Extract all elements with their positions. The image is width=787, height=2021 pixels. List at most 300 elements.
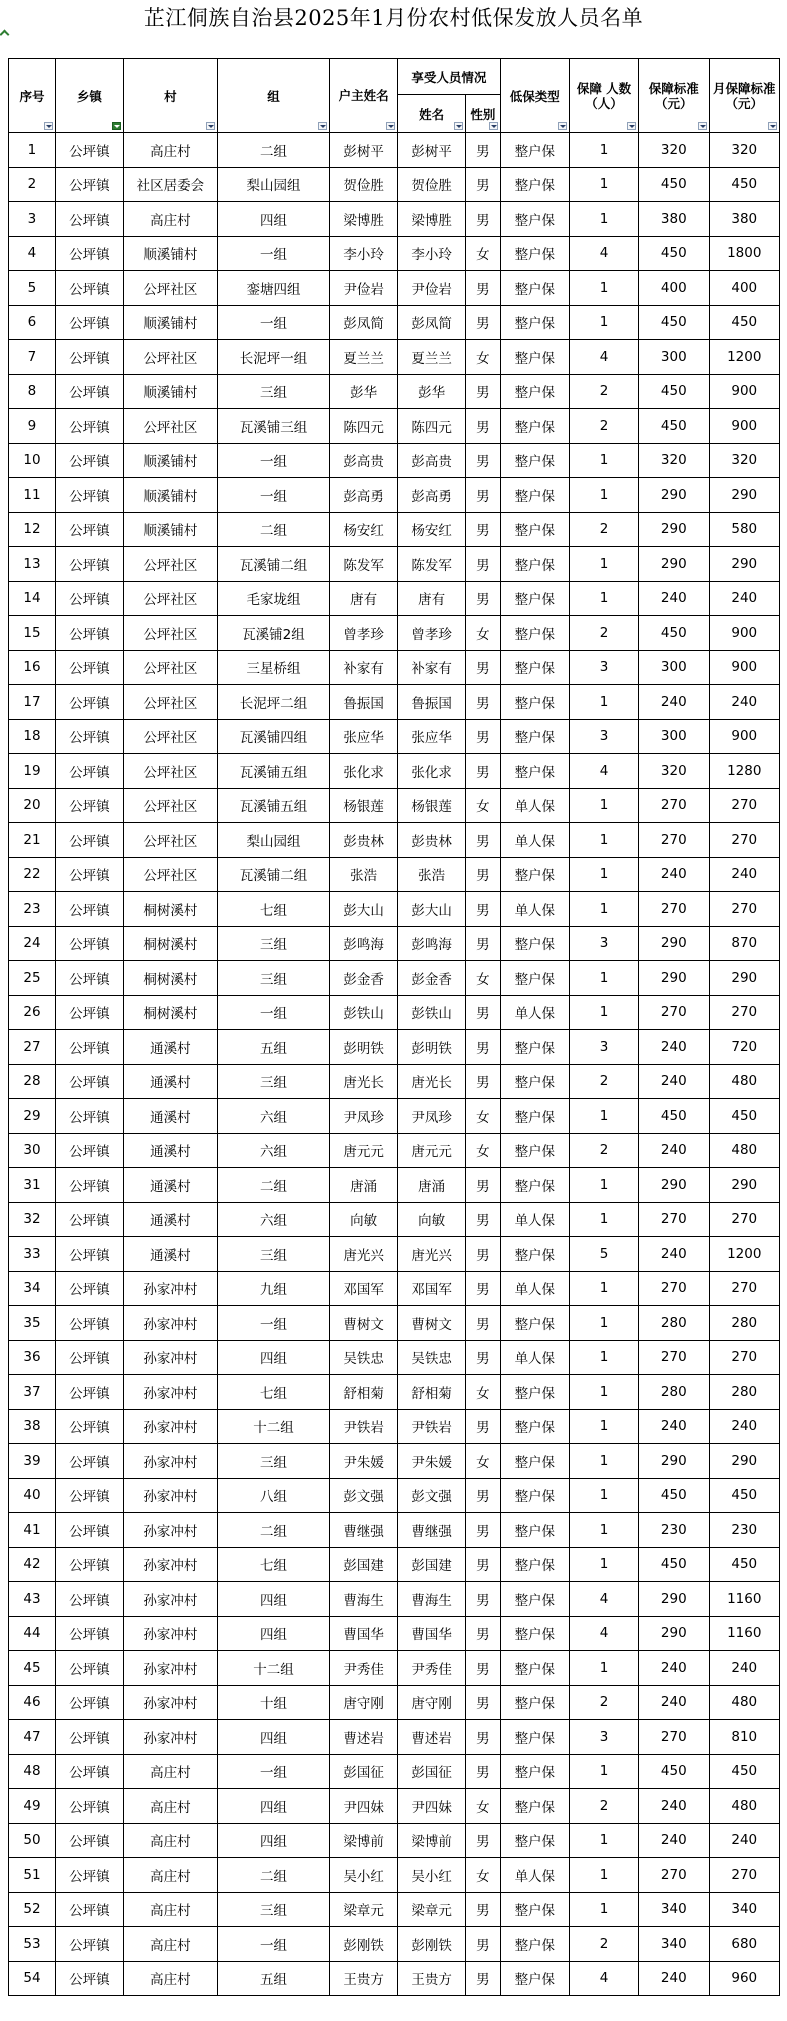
- cell-type: 整户保: [500, 1064, 569, 1099]
- cell-group: 七组: [217, 1375, 329, 1410]
- cell-gender: 男: [466, 1340, 501, 1375]
- cell-type: 整户保: [500, 1547, 569, 1582]
- table-row: [9, 685, 780, 720]
- cell-count: 1: [569, 1513, 638, 1548]
- cell-type: 整户保: [500, 961, 569, 996]
- cell-monthly: 290: [709, 547, 779, 582]
- cell-gender: 男: [466, 1616, 501, 1651]
- cell-gender: 女: [466, 616, 501, 651]
- cell-standard: 240: [639, 1030, 709, 1065]
- cell-gender: 男: [466, 1168, 501, 1203]
- cell-name: 彭树平: [398, 133, 466, 168]
- cell-seq: 30: [9, 1133, 56, 1168]
- cell-group: 长泥坪二组: [217, 685, 329, 720]
- cell-standard: 290: [639, 926, 709, 961]
- cell-householder: 尹铁岩: [330, 1409, 398, 1444]
- cell-group: 梨山园组: [217, 823, 329, 858]
- cell-standard: 290: [639, 1582, 709, 1617]
- cell-township: 公坪镇: [55, 1616, 123, 1651]
- table-row: [9, 167, 780, 202]
- table-row: [9, 305, 780, 340]
- cell-village: 高庄村: [123, 133, 217, 168]
- table-row: [9, 271, 780, 306]
- table-row: [9, 1547, 780, 1582]
- cell-group: 三组: [217, 926, 329, 961]
- cell-monthly: 1800: [709, 236, 779, 271]
- cell-householder: 彭刚铁: [330, 1927, 398, 1962]
- cell-count: 1: [569, 1892, 638, 1927]
- cell-householder: 彭高贵: [330, 443, 398, 478]
- cell-township: 公坪镇: [55, 1720, 123, 1755]
- cell-standard: 230: [639, 1513, 709, 1548]
- cell-seq: 12: [9, 512, 56, 547]
- cell-standard: 290: [639, 478, 709, 513]
- cell-township: 公坪镇: [55, 133, 123, 168]
- cell-township: 公坪镇: [55, 1099, 123, 1134]
- cell-householder: 邓国军: [330, 1271, 398, 1306]
- cell-gender: 男: [466, 1478, 501, 1513]
- cell-householder: 彭文强: [330, 1478, 398, 1513]
- cell-seq: 23: [9, 892, 56, 927]
- cell-name: 夏兰兰: [398, 340, 466, 375]
- cell-group: 四组: [217, 202, 329, 237]
- cell-count: 3: [569, 719, 638, 754]
- table-row: [9, 1720, 780, 1755]
- cell-standard: 240: [639, 1133, 709, 1168]
- cell-type: 整户保: [500, 443, 569, 478]
- cell-township: 公坪镇: [55, 1754, 123, 1789]
- filter-dropdown-icon[interactable]: [206, 122, 215, 130]
- table-row: [9, 995, 780, 1030]
- cell-group: 三组: [217, 1237, 329, 1272]
- cell-householder: 彭贵林: [330, 823, 398, 858]
- cell-householder: 曹国华: [330, 1616, 398, 1651]
- cell-gender: 男: [466, 650, 501, 685]
- cell-standard: 270: [639, 995, 709, 1030]
- table-row: [9, 1858, 780, 1893]
- filter-dropdown-icon[interactable]: [454, 122, 463, 130]
- cell-count: 1: [569, 1202, 638, 1237]
- cell-township: 公坪镇: [55, 754, 123, 789]
- cell-group: 一组: [217, 1754, 329, 1789]
- cell-gender: 男: [466, 995, 501, 1030]
- cell-name: 彭明铁: [398, 1030, 466, 1065]
- cell-name: 唐光长: [398, 1064, 466, 1099]
- cell-seq: 15: [9, 616, 56, 651]
- cell-seq: 54: [9, 1961, 56, 1996]
- cell-standard: 270: [639, 788, 709, 823]
- cell-township: 公坪镇: [55, 1858, 123, 1893]
- cell-township: 公坪镇: [55, 1375, 123, 1410]
- cell-monthly: 450: [709, 1099, 779, 1134]
- table-row: [9, 1961, 780, 1996]
- cell-village: 公坪社区: [123, 719, 217, 754]
- cell-group: 七组: [217, 892, 329, 927]
- cell-name: 邓国军: [398, 1271, 466, 1306]
- cell-type: 整户保: [500, 1375, 569, 1410]
- filter-dropdown-icon[interactable]: [627, 122, 636, 130]
- cell-gender: 男: [466, 1547, 501, 1582]
- cell-name: 彭铁山: [398, 995, 466, 1030]
- cell-seq: 21: [9, 823, 56, 858]
- cell-seq: 20: [9, 788, 56, 823]
- cell-gender: 男: [466, 857, 501, 892]
- cell-village: 通溪村: [123, 1099, 217, 1134]
- cell-township: 公坪镇: [55, 1961, 123, 1996]
- cell-householder: 陈发军: [330, 547, 398, 582]
- cell-village: 孙家冲村: [123, 1651, 217, 1686]
- cell-type: 整户保: [500, 1651, 569, 1686]
- cell-householder: 张应华: [330, 719, 398, 754]
- cell-count: 4: [569, 1582, 638, 1617]
- cell-township: 公坪镇: [55, 1478, 123, 1513]
- cell-type: 单人保: [500, 823, 569, 858]
- cell-village: 高庄村: [123, 1789, 217, 1824]
- cell-type: 整户保: [500, 1616, 569, 1651]
- cell-type: 整户保: [500, 581, 569, 616]
- cell-count: 4: [569, 1961, 638, 1996]
- table-row: [9, 1099, 780, 1134]
- table-row: [9, 1375, 780, 1410]
- cell-group: 一组: [217, 995, 329, 1030]
- cell-group: 瓦溪铺五组: [217, 754, 329, 789]
- cell-township: 公坪镇: [55, 443, 123, 478]
- table-row: [9, 1168, 780, 1203]
- table-row: [9, 443, 780, 478]
- cell-village: 孙家冲村: [123, 1547, 217, 1582]
- cell-householder: 张化求: [330, 754, 398, 789]
- cell-monthly: 270: [709, 823, 779, 858]
- cell-type: 整户保: [500, 1582, 569, 1617]
- cell-gender: 女: [466, 1858, 501, 1893]
- cell-count: 2: [569, 512, 638, 547]
- cell-count: 1: [569, 1444, 638, 1479]
- table-row: [9, 1892, 780, 1927]
- cell-type: 单人保: [500, 995, 569, 1030]
- cell-count: 3: [569, 650, 638, 685]
- cell-count: 1: [569, 478, 638, 513]
- cell-name: 尹朱媛: [398, 1444, 466, 1479]
- cell-type: 整户保: [500, 1823, 569, 1858]
- cell-count: 2: [569, 1064, 638, 1099]
- cell-township: 公坪镇: [55, 1133, 123, 1168]
- cell-count: 2: [569, 1133, 638, 1168]
- cell-type: 整户保: [500, 1168, 569, 1203]
- cell-gender: 男: [466, 926, 501, 961]
- table-row: [9, 788, 780, 823]
- table-row: [9, 1306, 780, 1341]
- cell-householder: 彭树平: [330, 133, 398, 168]
- cell-group: 二组: [217, 1168, 329, 1203]
- cell-seq: 49: [9, 1789, 56, 1824]
- cell-seq: 42: [9, 1547, 56, 1582]
- cell-group: 四组: [217, 1582, 329, 1617]
- cell-township: 公坪镇: [55, 995, 123, 1030]
- cell-village: 公坪社区: [123, 788, 217, 823]
- cell-group: 瓦溪铺四组: [217, 719, 329, 754]
- cell-standard: 300: [639, 650, 709, 685]
- cell-gender: 男: [466, 167, 501, 202]
- cell-count: 1: [569, 1547, 638, 1582]
- cell-gender: 男: [466, 1720, 501, 1755]
- cell-township: 公坪镇: [55, 374, 123, 409]
- cell-count: 1: [569, 1271, 638, 1306]
- cell-type: 整户保: [500, 1306, 569, 1341]
- header-village: 村: [123, 59, 217, 133]
- cell-monthly: 240: [709, 1409, 779, 1444]
- cell-type: 整户保: [500, 1133, 569, 1168]
- cell-count: 1: [569, 788, 638, 823]
- cell-standard: 290: [639, 961, 709, 996]
- cell-group: 三组: [217, 1892, 329, 1927]
- table-row: [9, 857, 780, 892]
- cell-name: 曹继强: [398, 1513, 466, 1548]
- cell-householder: 唐光长: [330, 1064, 398, 1099]
- cell-count: 1: [569, 443, 638, 478]
- cell-householder: 唐守刚: [330, 1685, 398, 1720]
- cell-householder: 杨银莲: [330, 788, 398, 823]
- cell-name: 彭大山: [398, 892, 466, 927]
- cell-name: 梁章元: [398, 1892, 466, 1927]
- cell-village: 孙家冲村: [123, 1616, 217, 1651]
- cell-name: 陈发军: [398, 547, 466, 582]
- cell-standard: 270: [639, 892, 709, 927]
- cell-village: 公坪社区: [123, 754, 217, 789]
- cell-township: 公坪镇: [55, 719, 123, 754]
- cell-township: 公坪镇: [55, 1202, 123, 1237]
- cell-village: 孙家冲村: [123, 1513, 217, 1548]
- cell-township: 公坪镇: [55, 685, 123, 720]
- cell-name: 彭国征: [398, 1754, 466, 1789]
- header-name: 姓名: [398, 95, 466, 133]
- cell-standard: 450: [639, 1099, 709, 1134]
- cell-standard: 290: [639, 512, 709, 547]
- header-seq: 序号: [9, 59, 56, 133]
- cell-name: 曹树文: [398, 1306, 466, 1341]
- cell-standard: 240: [639, 1237, 709, 1272]
- cell-township: 公坪镇: [55, 271, 123, 306]
- cell-count: 1: [569, 1478, 638, 1513]
- cell-seq: 32: [9, 1202, 56, 1237]
- filter-dropdown-icon[interactable]: [386, 122, 395, 130]
- cell-township: 公坪镇: [55, 1306, 123, 1341]
- cell-township: 公坪镇: [55, 547, 123, 582]
- cell-gender: 男: [466, 1409, 501, 1444]
- table-row: [9, 1927, 780, 1962]
- table-row: [9, 1513, 780, 1548]
- cell-standard: 270: [639, 1202, 709, 1237]
- cell-seq: 17: [9, 685, 56, 720]
- cell-type: 整户保: [500, 1720, 569, 1755]
- cell-count: 1: [569, 685, 638, 720]
- cell-count: 5: [569, 1237, 638, 1272]
- cell-monthly: 680: [709, 1927, 779, 1962]
- cell-group: 四组: [217, 1823, 329, 1858]
- cell-gender: 男: [466, 1064, 501, 1099]
- cell-seq: 34: [9, 1271, 56, 1306]
- table-row: [9, 1271, 780, 1306]
- cell-householder: 王贵方: [330, 1961, 398, 1996]
- cell-group: 一组: [217, 478, 329, 513]
- cell-township: 公坪镇: [55, 1513, 123, 1548]
- cell-seq: 33: [9, 1237, 56, 1272]
- cell-count: 1: [569, 271, 638, 306]
- cell-village: 孙家冲村: [123, 1375, 217, 1410]
- cell-monthly: 280: [709, 1375, 779, 1410]
- cell-group: 瓦溪铺二组: [217, 857, 329, 892]
- cell-village: 顺溪铺村: [123, 374, 217, 409]
- table-row: [9, 1133, 780, 1168]
- cell-name: 唐光兴: [398, 1237, 466, 1272]
- cell-gender: 男: [466, 581, 501, 616]
- cell-gender: 男: [466, 1306, 501, 1341]
- cell-monthly: 480: [709, 1685, 779, 1720]
- cell-name: 唐有: [398, 581, 466, 616]
- cell-village: 桐树溪村: [123, 995, 217, 1030]
- cell-name: 彭贵林: [398, 823, 466, 858]
- cell-township: 公坪镇: [55, 926, 123, 961]
- cell-standard: 400: [639, 271, 709, 306]
- cell-standard: 290: [639, 1616, 709, 1651]
- table-row: [9, 892, 780, 927]
- cell-householder: 曹海生: [330, 1582, 398, 1617]
- table-row: [9, 1237, 780, 1272]
- cell-type: 单人保: [500, 1271, 569, 1306]
- cell-gender: 女: [466, 236, 501, 271]
- cell-group: 三组: [217, 1064, 329, 1099]
- cell-group: 四组: [217, 1720, 329, 1755]
- cell-township: 公坪镇: [55, 1168, 123, 1203]
- cell-seq: 53: [9, 1927, 56, 1962]
- table-row: [9, 374, 780, 409]
- cell-name: 曹述岩: [398, 1720, 466, 1755]
- cell-group: 九组: [217, 1271, 329, 1306]
- cell-monthly: 340: [709, 1892, 779, 1927]
- cell-township: 公坪镇: [55, 512, 123, 547]
- filter-dropdown-icon[interactable]: [44, 122, 53, 130]
- cell-name: 唐元元: [398, 1133, 466, 1168]
- cell-monthly: 240: [709, 581, 779, 616]
- cell-householder: 曹述岩: [330, 1720, 398, 1755]
- cell-standard: 270: [639, 1340, 709, 1375]
- cell-name: 张化求: [398, 754, 466, 789]
- cell-standard: 320: [639, 133, 709, 168]
- cell-householder: 尹四妹: [330, 1789, 398, 1824]
- cell-village: 通溪村: [123, 1030, 217, 1065]
- cell-group: 二组: [217, 1513, 329, 1548]
- cell-village: 桐树溪村: [123, 892, 217, 927]
- cell-name: 唐守刚: [398, 1685, 466, 1720]
- cell-name: 陈四元: [398, 409, 466, 444]
- cell-village: 桐树溪村: [123, 961, 217, 996]
- cell-type: 整户保: [500, 1892, 569, 1927]
- cell-group: 五组: [217, 1961, 329, 1996]
- cell-gender: 男: [466, 892, 501, 927]
- cell-count: 1: [569, 892, 638, 927]
- filter-dropdown-icon[interactable]: [489, 122, 498, 130]
- cell-count: 1: [569, 961, 638, 996]
- cell-standard: 320: [639, 754, 709, 789]
- cell-gender: 女: [466, 1444, 501, 1479]
- header-count: 保障 人数（人）: [569, 59, 638, 133]
- cell-township: 公坪镇: [55, 1789, 123, 1824]
- filter-dropdown-icon[interactable]: [768, 122, 777, 130]
- cell-monthly: 1280: [709, 754, 779, 789]
- cell-householder: 彭国建: [330, 1547, 398, 1582]
- filter-active-icon[interactable]: [112, 122, 121, 130]
- cell-standard: 240: [639, 857, 709, 892]
- cell-gender: 女: [466, 1099, 501, 1134]
- cell-group: 梨山园组: [217, 167, 329, 202]
- cell-name: 王贵方: [398, 1961, 466, 1996]
- table-row: [9, 926, 780, 961]
- cell-type: 整户保: [500, 1685, 569, 1720]
- cell-count: 1: [569, 305, 638, 340]
- table-row: [9, 1409, 780, 1444]
- cell-gender: 男: [466, 1651, 501, 1686]
- filter-dropdown-icon[interactable]: [558, 122, 567, 130]
- cell-group: 十二组: [217, 1651, 329, 1686]
- cell-standard: 340: [639, 1927, 709, 1962]
- cell-count: 1: [569, 133, 638, 168]
- cell-name: 吴铁忠: [398, 1340, 466, 1375]
- cell-type: 整户保: [500, 167, 569, 202]
- header-type: 低保类型: [500, 59, 569, 133]
- cell-householder: 彭凤简: [330, 305, 398, 340]
- cell-seq: 28: [9, 1064, 56, 1099]
- table-row: [9, 1754, 780, 1789]
- cell-monthly: 240: [709, 1651, 779, 1686]
- cell-name: 杨安红: [398, 512, 466, 547]
- cell-count: 4: [569, 1616, 638, 1651]
- cell-count: 1: [569, 547, 638, 582]
- cell-count: 2: [569, 616, 638, 651]
- header-householder: 户主姓名: [330, 59, 398, 133]
- cell-count: 4: [569, 754, 638, 789]
- cell-type: 整户保: [500, 512, 569, 547]
- cell-village: 社区居委会: [123, 167, 217, 202]
- cell-seq: 35: [9, 1306, 56, 1341]
- cell-type: 整户保: [500, 478, 569, 513]
- cell-group: 二组: [217, 512, 329, 547]
- cell-village: 顺溪铺村: [123, 478, 217, 513]
- cell-name: 唐涌: [398, 1168, 466, 1203]
- cell-name: 彭金香: [398, 961, 466, 996]
- table-row: [9, 1823, 780, 1858]
- filter-dropdown-icon[interactable]: [698, 122, 707, 130]
- cell-village: 公坪社区: [123, 685, 217, 720]
- cell-type: 整户保: [500, 1961, 569, 1996]
- table-row: [9, 961, 780, 996]
- cell-standard: 450: [639, 409, 709, 444]
- cell-seq: 24: [9, 926, 56, 961]
- cell-name: 吴小红: [398, 1858, 466, 1893]
- table-row: [9, 616, 780, 651]
- cell-township: 公坪镇: [55, 305, 123, 340]
- cell-group: 三组: [217, 1444, 329, 1479]
- cell-gender: 男: [466, 719, 501, 754]
- cell-name: 尹四妹: [398, 1789, 466, 1824]
- filter-dropdown-icon[interactable]: [318, 122, 327, 130]
- cell-count: 1: [569, 1754, 638, 1789]
- cell-gender: 男: [466, 374, 501, 409]
- cell-group: 六组: [217, 1133, 329, 1168]
- cell-township: 公坪镇: [55, 1823, 123, 1858]
- cell-township: 公坪镇: [55, 340, 123, 375]
- cell-standard: 450: [639, 167, 709, 202]
- cell-count: 2: [569, 1927, 638, 1962]
- cell-township: 公坪镇: [55, 961, 123, 996]
